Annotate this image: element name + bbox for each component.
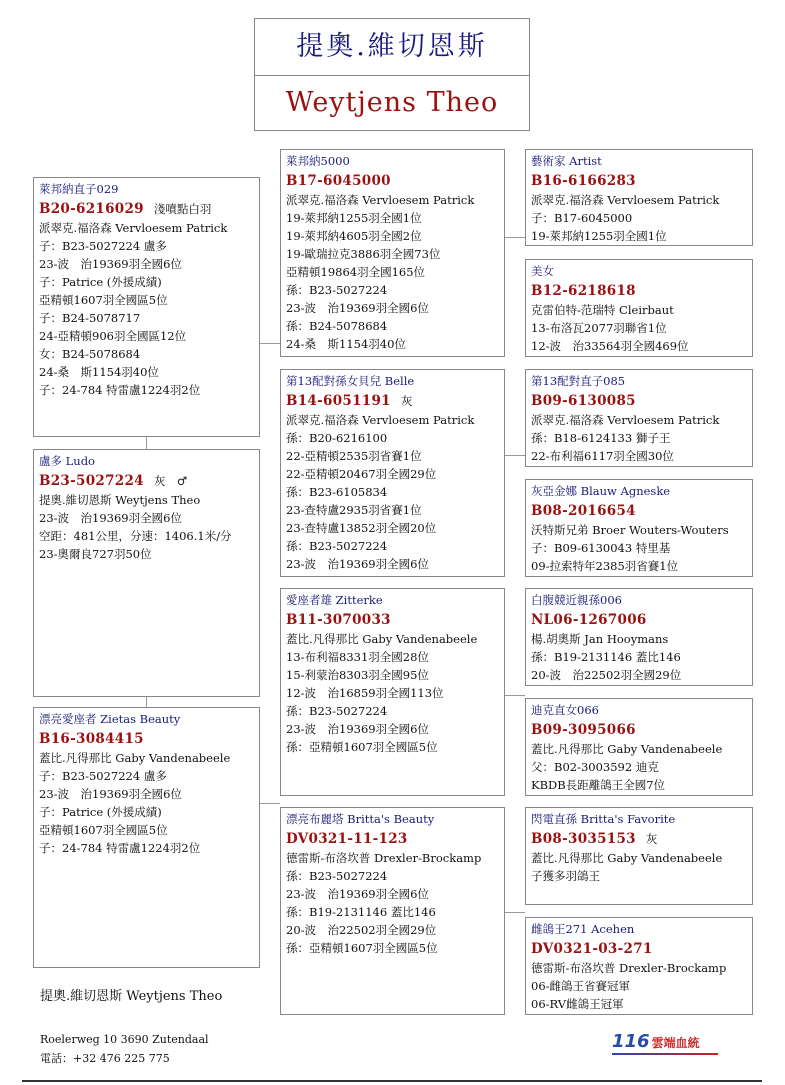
pigeon-detail-line: 23-波 治19369羽全國6位	[286, 557, 429, 571]
pigeon-color: 淺噴點白羽	[153, 202, 212, 216]
pigeon-detail-line: 蓋比.凡得那比 Gaby Vandenabeele	[531, 851, 723, 865]
footer-divider	[22, 1080, 762, 1082]
pigeon-detail-line: 19-萊邦納4605羽全國2位	[286, 229, 422, 243]
owner-name-chinese: 提奧.維切恩斯	[255, 19, 529, 76]
pedigree-card-ddd	[525, 917, 753, 1015]
ring-number: B11-3070033	[286, 612, 391, 628]
pigeon-detail-line: 孫：B23-5027224	[286, 704, 388, 718]
pigeon-detail-line: 23-波 治19369羽全國6位	[39, 257, 182, 271]
pigeon-name: 愛座者雄 Zitterke	[286, 593, 383, 607]
pigeon-name: 第13配對孫女貝兒 Belle	[286, 374, 415, 388]
pigeon-detail-line: 沃特斯兄弟 Broer Wouters-Wouters	[531, 523, 729, 537]
pigeon-name: 盧多 Ludo	[39, 454, 95, 468]
pigeon-detail-line: 提奧.維切恩斯 Weytjens Theo	[39, 493, 201, 507]
pigeon-detail-line: 孫：B23-5027224	[286, 539, 388, 553]
pedigree-card-dsd	[525, 698, 753, 796]
pigeon-detail-line: 子獲多羽鴿王	[531, 869, 600, 883]
pedigree-card-dds	[525, 807, 753, 905]
pigeon-detail-line: 子：Patrice (外援成績)	[39, 805, 162, 819]
pigeon-detail-line: 12-波 治33564羽全國469位	[531, 339, 689, 353]
pigeon-name: 灰亞金娜 Blauw Agneske	[531, 484, 671, 498]
pigeon-detail-line: 派翠克.福洛森 Vervloesem Patrick	[531, 193, 720, 207]
pigeon-name: 第13配對直子085	[531, 374, 626, 388]
ring-number: B08-2016654	[531, 503, 636, 519]
pigeon-name: 白腹競近親孫006	[531, 593, 622, 607]
ring-number: B09-6130085	[531, 393, 636, 409]
ring-number: DV0321-11-123	[286, 831, 408, 847]
pigeon-detail-line: 亞精頓1607羽全國區5位	[39, 293, 168, 307]
pigeon-detail-line: 子：24-784 特雷盧1224羽2位	[39, 383, 201, 397]
owner-signature: 提奧.維切恩斯 Weytjens Theo	[40, 989, 223, 1004]
pigeon-name: 漂亮愛座者 Zietas Beauty	[39, 712, 181, 726]
connector-subject-to-dam	[146, 697, 147, 707]
pigeon-detail-line: 22-亞精頓20467羽全國29位	[286, 467, 437, 481]
pigeon-detail-line: 子：B09-6130043 特里基	[531, 541, 671, 555]
pigeon-detail-line: 06-雌鴿王省賽冠軍	[531, 979, 631, 993]
pigeon-name: 藝術家 Artist	[531, 154, 602, 168]
pigeon-detail-line: 19-萊邦納1255羽全國1位	[286, 211, 422, 225]
logo-underline	[612, 1053, 718, 1055]
connector-dd-to-parents	[505, 912, 525, 913]
pedigree-card-sire-sire	[280, 149, 505, 357]
pigeon-detail-line: 孫：B19-2131146 蓋比146	[286, 905, 436, 919]
pedigree-card-sdd	[525, 479, 753, 577]
pedigree-card-dam-sire	[280, 588, 505, 796]
pigeon-detail-line: 22-亞精頓2535羽省賽1位	[286, 449, 422, 463]
logo-text: 雲端血統	[651, 1036, 700, 1050]
ring-number: B16-6166283	[531, 173, 636, 189]
pigeon-detail-line: 15-利蒙治8303羽全國95位	[286, 668, 429, 682]
pedigree-card-sire	[33, 177, 260, 437]
pigeon-name: 雌鴿王271 Acehen	[531, 922, 635, 936]
connector-ss-to-parents	[505, 237, 525, 238]
connector-dam-to-parents	[260, 803, 280, 804]
connector-sd-to-parents	[505, 455, 525, 456]
pigeon-color: 灰	[400, 394, 413, 408]
pigeon-detail-line: 23-波 治19369羽全國6位	[39, 511, 182, 525]
pigeon-name: 萊邦納直子029	[39, 182, 119, 196]
pigeon-detail-line: 孫：B18-6124133 獅子王	[531, 431, 671, 445]
pigeon-detail-line: 派翠克.福洛森 Vervloesem Patrick	[531, 413, 720, 427]
pigeon-detail-line: 20-波 治22502羽全國29位	[286, 923, 437, 937]
ring-number: B08-3035153	[531, 831, 636, 847]
pigeon-detail-line: 13-布洛瓦2077羽聯省1位	[531, 321, 667, 335]
pigeon-name: 漂亮布麗塔 Britta's Beauty	[286, 812, 435, 826]
pigeon-detail-line: 子：B23-5027224 盧多	[39, 239, 167, 253]
pigeon-detail-line: 23-波 治19369羽全國6位	[286, 887, 429, 901]
pigeon-detail-line: 24-桑 斯1154羽40位	[39, 365, 159, 379]
pigeon-detail-line: 23-波 治19369羽全國6位	[286, 722, 429, 736]
pigeon-detail-line: 23-查特盧2935羽省賽1位	[286, 503, 422, 517]
pigeon-detail-line: 孫：B19-2131146 蓋比146	[531, 650, 681, 664]
pigeon-detail-line: 亞精頓19864羽全國165位	[286, 265, 426, 279]
ring-number: B09-3095066	[531, 722, 636, 738]
pigeon-detail-line: 22-布利福6117羽全國30位	[531, 449, 674, 463]
pigeon-detail-line: 派翠克.福洛森 Vervloesem Patrick	[286, 413, 475, 427]
pigeon-detail-line: 12-波 治16859羽全國113位	[286, 686, 444, 700]
pigeon-detail-line: 09-拉索特年2385羽省賽1位	[531, 559, 679, 573]
pigeon-detail-line: 孫：B20-6216100	[286, 431, 388, 445]
pigeon-detail-line: 派翠克.福洛森 Vervloesem Patrick	[286, 193, 475, 207]
pigeon-detail-line: 20-波 治22502羽全國29位	[531, 668, 682, 682]
pigeon-detail-line: 23-奧爾良727羽50位	[39, 547, 152, 561]
pigeon-detail-line: 13-布利福8331羽全國28位	[286, 650, 429, 664]
pigeon-detail-line: 楊.胡奧斯 Jan Hooymans	[531, 632, 669, 646]
pigeon-detail-line: 24-桑 斯1154羽40位	[286, 337, 406, 351]
pigeon-detail-line: 父：B02-3003592 迪克	[531, 760, 659, 774]
pedigree-card-sss	[525, 149, 753, 246]
pigeon-detail-line: 23-波 治19369羽全國6位	[286, 301, 429, 315]
pedigree-card-sire-dam	[280, 369, 505, 577]
pedigree-card-sds	[525, 369, 753, 467]
pigeon-name: 美女	[531, 264, 554, 278]
owner-name-english: Weytjens Theo	[285, 87, 499, 118]
ring-number: B14-6051191	[286, 393, 391, 409]
pigeon-detail-line: 19-歐瑞拉克3886羽全國73位	[286, 247, 441, 261]
pigeon-name: 萊邦納5000	[286, 154, 350, 168]
cloud-pedigree-logo	[612, 1031, 700, 1057]
pigeon-detail-line: 空距：481公里，分速：1406.1米/分	[39, 529, 232, 543]
connector-sire-to-parents	[260, 343, 280, 344]
pedigree-card-dss	[525, 588, 753, 686]
pigeon-detail-line: 德雷斯-布洛坎普 Drexler-Brockamp	[531, 961, 727, 975]
pedigree-card-dam-dam	[280, 807, 505, 1015]
ring-number: B20-6216029	[39, 201, 144, 217]
pigeon-name: 迪克直女066	[531, 703, 599, 717]
pigeon-detail-line: 孫：亞精頓1607羽全國區5位	[286, 941, 438, 955]
owner-address: Roelerweg 10 3690 Zutendaal	[40, 1033, 209, 1046]
pigeon-detail-line: 子：B17-6045000	[531, 211, 633, 225]
pigeon-detail-line: 23-查特盧13852羽全國20位	[286, 521, 437, 535]
pedigree-card-dam	[33, 707, 260, 968]
pigeon-detail-line: 孫：亞精頓1607羽全國區5位	[286, 740, 438, 754]
pigeon-detail-line: 派翠克.福洛森 Vervloesem Patrick	[39, 221, 228, 235]
connector-subject-to-sire	[146, 437, 147, 449]
pigeon-detail-line: 19-萊邦納1255羽全國1位	[531, 229, 667, 243]
pigeon-detail-line: 德雷斯-布洛坎普 Drexler-Brockamp	[286, 851, 482, 865]
ring-number: NL06-1267006	[531, 612, 647, 628]
pigeon-name: 閃電直孫 Britta's Favorite	[531, 812, 676, 826]
pigeon-detail-line: 亞精頓1607羽全國區5位	[39, 823, 168, 837]
pigeon-detail-line: 孫：B24-5078684	[286, 319, 388, 333]
pigeon-detail-line: 蓋比.凡得那比 Gaby Vandenabeele	[286, 632, 478, 646]
pigeon-detail-line: 子：B24-5078717	[39, 311, 141, 325]
pigeon-detail-line: 23-波 治19369羽全國6位	[39, 787, 182, 801]
pigeon-detail-line: 子：Patrice (外援成績)	[39, 275, 162, 289]
pigeon-detail-line: 06-RV雌鴿王冠軍	[531, 997, 624, 1011]
ring-number: B23-5027224	[39, 473, 144, 489]
owner-phone: 電話：+32 476 225 775	[40, 1052, 170, 1065]
ring-number: B12-6218618	[531, 283, 636, 299]
logo-number: 116	[612, 1031, 650, 1052]
pigeon-detail-line: 蓋比.凡得那比 Gaby Vandenabeele	[39, 751, 231, 765]
connector-ds-to-parents	[505, 695, 525, 696]
pigeon-detail-line: 子：B23-5027224 盧多	[39, 769, 167, 783]
pedigree-card-subject	[33, 449, 260, 697]
pigeon-color-sex: 灰 ♂	[153, 474, 188, 488]
ring-number: DV0321-03-271	[531, 941, 653, 957]
pigeon-detail-line: 蓋比.凡得那比 Gaby Vandenabeele	[531, 742, 723, 756]
pigeon-detail-line: 克雷伯特-范瑞特 Cleirbaut	[531, 303, 674, 317]
pigeon-detail-line: 子：24-784 特雷盧1224羽2位	[39, 841, 201, 855]
ring-number: B16-3084415	[39, 731, 144, 747]
pigeon-detail-line: 孫：B23-6105834	[286, 485, 388, 499]
pigeon-detail-line: 孫：B23-5027224	[286, 869, 388, 883]
ring-number: B17-6045000	[286, 173, 391, 189]
title-box	[254, 18, 530, 131]
pigeon-detail-line: 孫：B23-5027224	[286, 283, 388, 297]
pigeon-color: 灰	[645, 832, 658, 846]
pigeon-detail-line: KBDB長距離鴿王全國7位	[531, 778, 666, 792]
pedigree-card-ssd	[525, 259, 753, 357]
pigeon-detail-line: 女：B24-5078684	[39, 347, 141, 361]
pigeon-detail-line: 24-亞精頓906羽全國區12位	[39, 329, 187, 343]
